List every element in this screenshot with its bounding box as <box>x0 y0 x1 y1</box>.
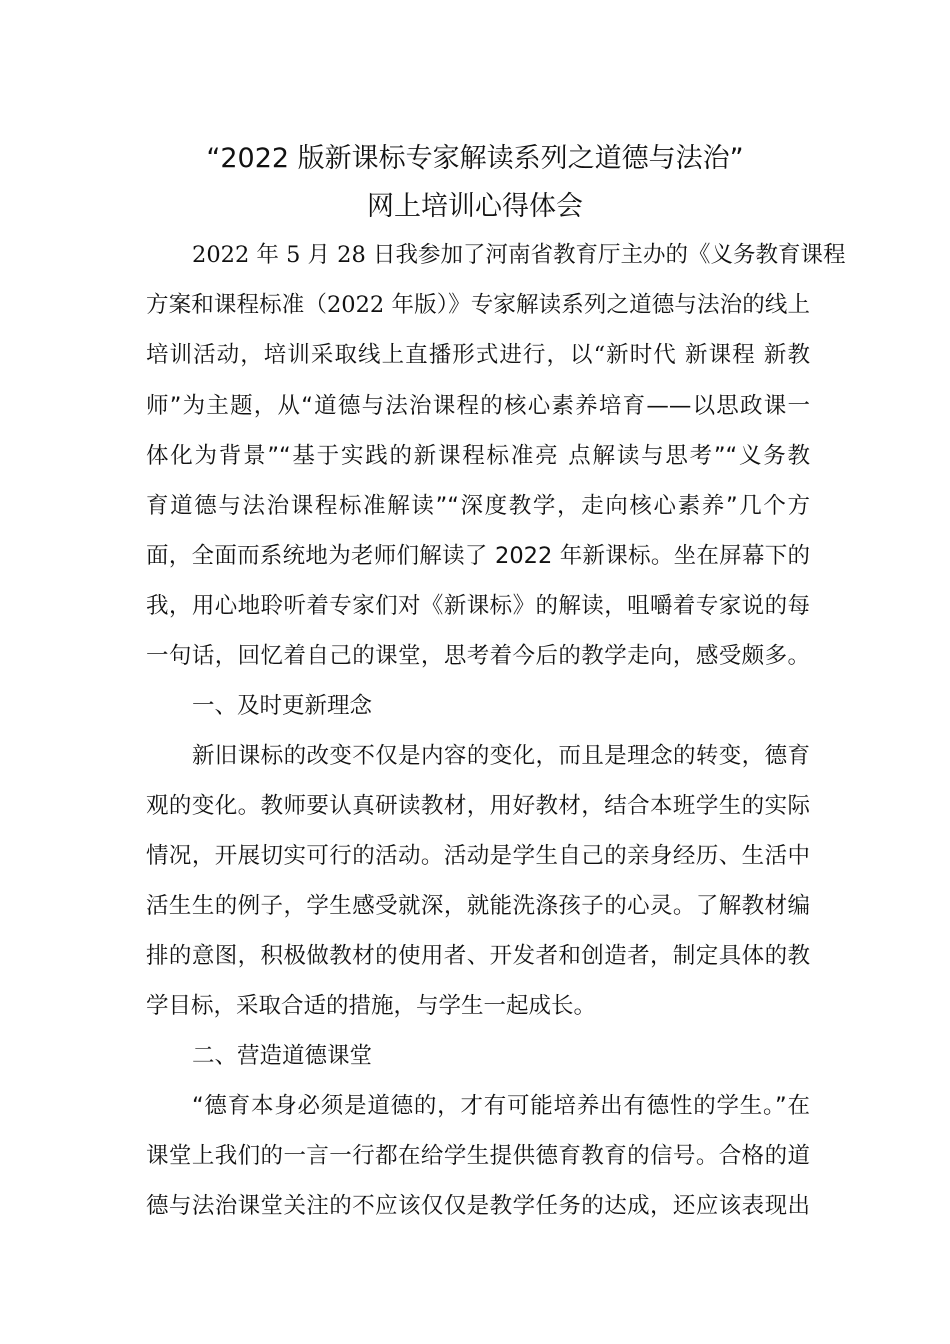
paragraph-line: 培训活动，培训采取线上直播形式进行，以“新时代 新课程 新教 <box>146 342 810 368</box>
paragraph-line: 体化为背景”“基于实践的新课程标准亮 点解读与思考”“义务教 <box>146 443 810 469</box>
document-title-line-1: “2022 版新课标专家解读系列之道德与法治” <box>206 143 744 174</box>
paragraph-line: 观的变化。教师要认真研读教材，用好教材，结合本班学生的实际 <box>146 793 810 819</box>
section-heading-2: 二、营造道德课堂 <box>192 1043 373 1069</box>
paragraph-line: 我，用心地聆听着专家们对《新课标》的解读，咀嚼着专家说的每 <box>146 593 810 619</box>
paragraph-line: 新旧课标的改变不仅是内容的变化，而且是理念的转变，德育 <box>192 743 810 769</box>
paragraph-line: 排的意图，积极做教材的使用者、开发者和创造者，制定具体的教 <box>146 943 810 969</box>
paragraph-line: 活生生的例子，学生感受就深，就能洗涤孩子的心灵。了解教材编 <box>146 893 810 919</box>
paragraph-line: 面，全面而系统地为老师们解读了 2022 年新课标。坐在屏幕下的 <box>146 543 810 569</box>
section-heading-1: 一、及时更新理念 <box>192 693 373 719</box>
document-title-line-2: 网上培训心得体会 <box>367 191 583 222</box>
paragraph-line: 2022 年 5 月 28 日我参加了河南省教育厅主办的《义务教育课程 <box>192 242 846 268</box>
paragraph-line: 一句话，回忆着自己的课堂，思考着今后的教学走向，感受颇多。 <box>146 643 810 669</box>
paragraph-line: “德育本身必须是道德的，才有可能培养出有德性的学生。”在 <box>192 1093 810 1119</box>
paragraph-line: 师”为主题，从“道德与法治课程的核心素养培育——以思政课一 <box>146 393 810 419</box>
paragraph-line: 方案和课程标准（2022 年版）》专家解读系列之道德与法治的线上 <box>146 292 810 318</box>
paragraph-line: 学目标，采取合适的措施，与学生一起成长。 <box>146 993 597 1019</box>
paragraph-line: 育道德与法治课程标准解读”“深度教学，走向核心素养”几个方 <box>146 493 810 519</box>
paragraph-line: 德与法治课堂关注的不应该仅仅是教学任务的达成，还应该表现出 <box>146 1193 810 1219</box>
paragraph-line: 情况，开展切实可行的活动。活动是学生自己的亲身经历、生活中 <box>146 843 810 869</box>
paragraph-line: 课堂上我们的一言一行都在给学生提供德育教育的信号。合格的道 <box>146 1143 810 1169</box>
